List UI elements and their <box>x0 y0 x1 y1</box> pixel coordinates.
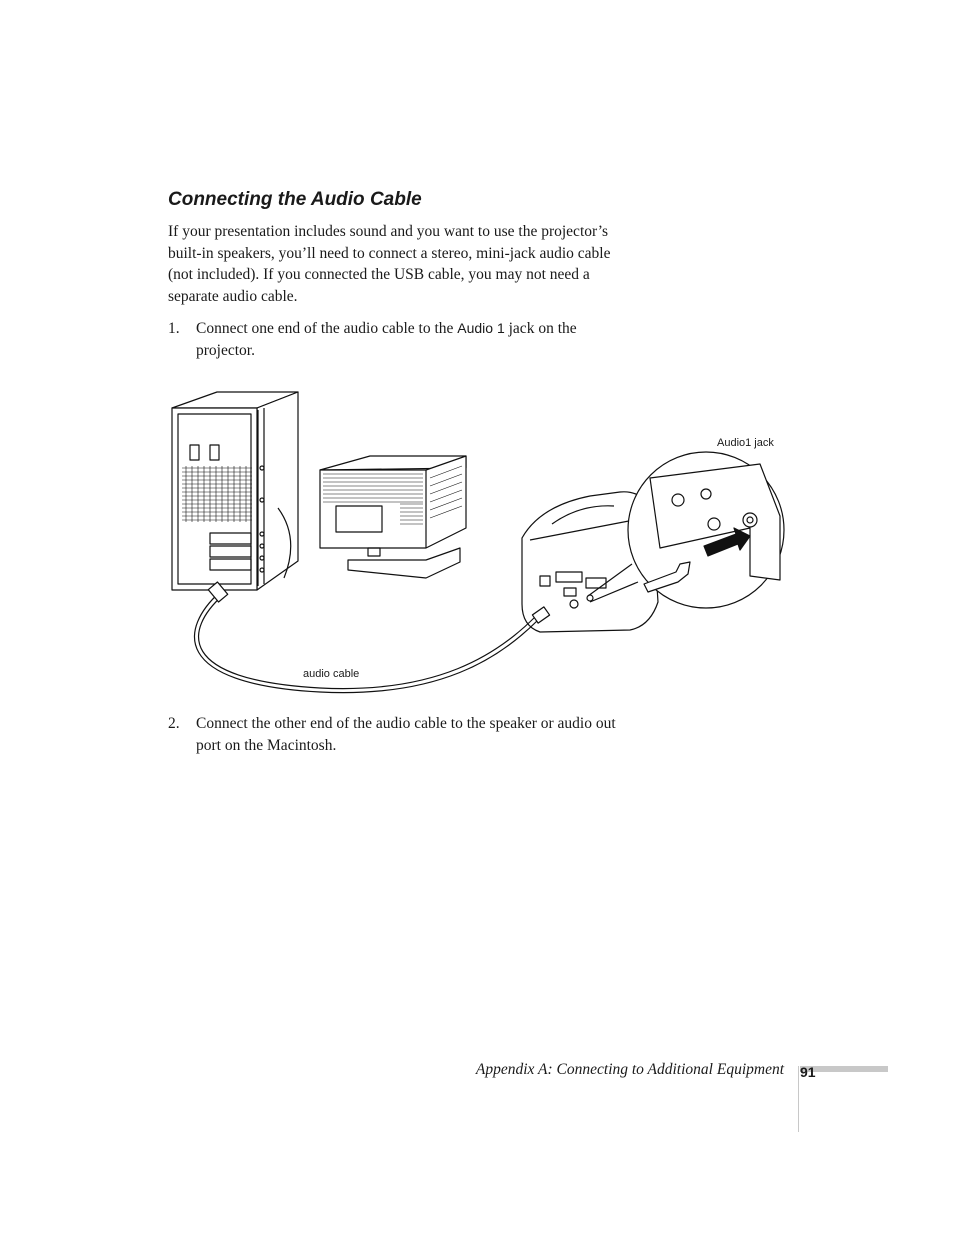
audio-cable-label: audio cable <box>303 668 360 680</box>
audio-cable-drawing <box>195 582 550 693</box>
step-1-number: 1. <box>168 320 180 337</box>
page-number-rule <box>798 1066 799 1132</box>
audio1-jack-label: Audio1 jack <box>717 437 774 449</box>
jack-closeup-drawing <box>628 452 784 608</box>
step-1-before: Connect one end of the audio cable to the <box>196 320 458 337</box>
step-2-text: Connect the other end of the audio cable to the speaker or audio out port on the Macintosh. <box>196 715 616 754</box>
step-1 <box>168 318 638 361</box>
connection-illustration <box>160 388 790 700</box>
page-number: 91 <box>800 1064 816 1080</box>
footer-chapter-title: Appendix A: Connecting to Additional Equipment <box>475 1061 784 1078</box>
step-1-after: jack on the projector. <box>196 320 577 359</box>
step-1-text <box>196 318 638 361</box>
audio1-port-name: Audio 1 <box>457 320 505 336</box>
step-2-number: 2. <box>168 715 180 732</box>
computer-tower-drawing <box>172 392 298 590</box>
monitor-drawing <box>320 456 466 578</box>
section-heading: Connecting the Audio Cable <box>168 189 422 210</box>
step-2 <box>168 713 638 756</box>
intro-paragraph: If your presentation includes sound and you want to use the projector’s built-in speakers, you’ll need to connect a stereo, mini-jack audio cable (not included). If you connected the USB cable, you may not need a separate audio cable. <box>168 223 611 306</box>
